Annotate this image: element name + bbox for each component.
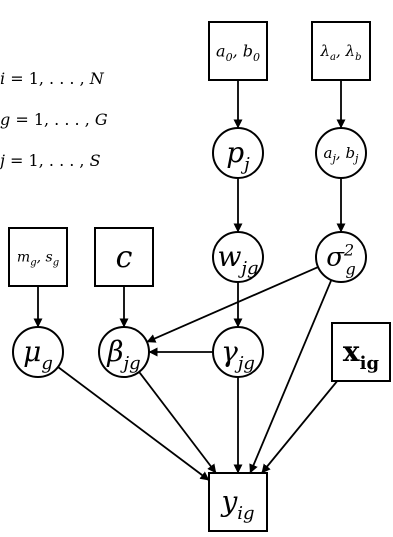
node-mgsg-label: $m_g$, $s_g$: [16, 249, 60, 269]
node-lambda-label: $\lambda_a$, $\lambda_b$: [320, 41, 362, 64]
index-range-g: g = 1, . . . , G: [0, 110, 108, 129]
node-beta-label: $\beta_{jg}$: [107, 335, 141, 375]
node-mu-label: $\mu_g$: [23, 335, 53, 375]
node-pj: [213, 128, 263, 178]
index-range-j: j = 1, . . . , S: [0, 151, 101, 170]
nodes-layer: [9, 22, 390, 531]
node-c-label: c: [115, 239, 133, 275]
node-gamma-label: $\gamma_{jg}$: [221, 335, 255, 375]
node-lambda: [312, 22, 370, 80]
edges-layer: [38, 80, 341, 480]
node-c: [95, 228, 153, 286]
edge-sigma-to-yig: [250, 280, 331, 473]
node-ajbj: [316, 128, 366, 178]
node-wjg: [213, 232, 263, 282]
node-a0b0: [209, 22, 267, 80]
node-yig: [209, 473, 267, 531]
node-gamma: [213, 327, 263, 377]
edge-mu-to-yig: [58, 367, 209, 480]
index-range-i: i = 1, . . . , N: [0, 69, 104, 88]
node-pj-label: $p_j$: [226, 136, 250, 176]
node-xig: [332, 323, 390, 381]
edge-xig-to-yig: [262, 381, 337, 473]
index-legend: [0, 69, 108, 170]
node-sigma-label: $\sigma^2$ g: [326, 240, 356, 279]
node-yig-label: $y_{ig}$: [221, 485, 255, 525]
node-wjg-label: $w_{jg}$: [217, 240, 259, 280]
node-xig-label: $x_{ig}$: [342, 335, 380, 375]
node-beta: [99, 327, 149, 377]
edge-beta-to-yig: [139, 372, 216, 473]
node-mu: [13, 327, 63, 377]
node-a0b0-label: $a_0$, $b_0$: [216, 41, 260, 64]
node-sigma: [316, 232, 366, 282]
node-ajbj-label: $a_j$, $b_j$: [323, 143, 359, 166]
node-mgsg: [9, 228, 67, 286]
